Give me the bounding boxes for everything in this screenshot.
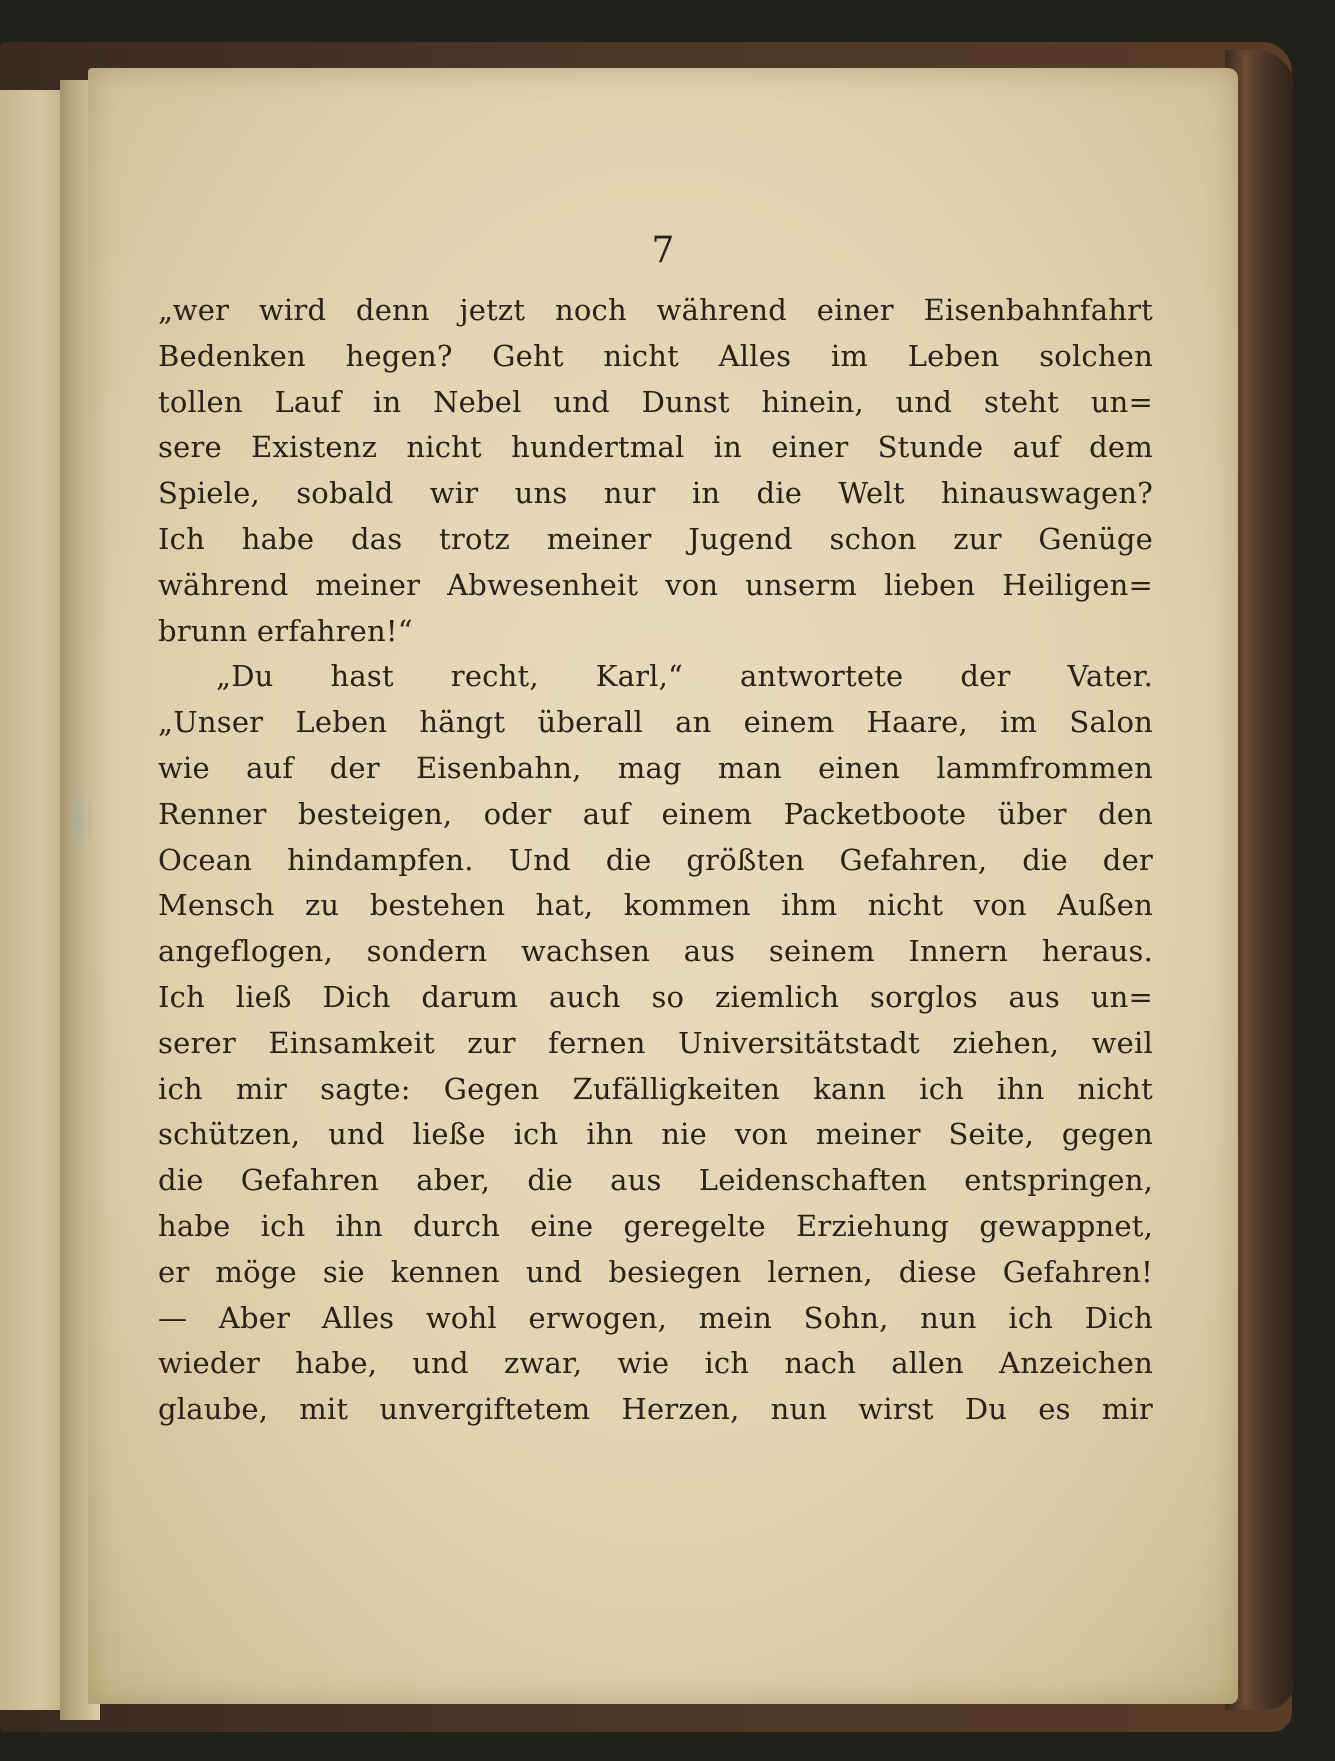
page-sheet [88,68,1238,1704]
text-line: Ich habe das trotz meiner Jugend schon zur Genüge [158,521,1153,556]
text-line: Bedenken hegen? Geht nicht Alles im Leben solchen [158,338,1153,373]
text-line: tollen Lauf in Nebel und Dunst hinein, und steht un= [158,384,1153,419]
text-line: die Gefahren aber, die aus Leidenschaften entspringen, [158,1163,1153,1198]
text-line: „Du hast recht, Karl,“ antwortete der Vater. [216,659,1153,694]
text-line: sere Existenz nicht hundertmal in einer Stunde auf dem [158,430,1153,465]
text-line: Ocean hindampfen. Und die größten Gefahren, die der [158,842,1153,877]
text-line: ich mir sagte: Gegen Zufälligkeiten kann ich ihn nicht [158,1071,1153,1106]
text-line: Spiele, sobald wir uns nur in die Welt hinauswagen? [158,476,1153,511]
text-line: — Aber Alles wohl erwogen, mein Sohn, nun ich Dich [158,1300,1153,1335]
text-line: „Unser Leben hängt überall an einem Haare, im Salon [158,705,1153,740]
text-line: er möge sie kennen und besiegen lernen, diese Gefahren! [158,1254,1153,1289]
text-line: serer Einsamkeit zur fernen Universitätstadt ziehen, weil [158,1025,1153,1060]
text-line: Renner besteigen, oder auf einem Packetboote über den [158,796,1153,831]
paper-stain [66,776,92,866]
text-line: brunn erfahren!“ [158,613,413,648]
page-number: 7 [651,230,675,271]
text-line: Ich ließ Dich darum auch so ziemlich sorglos aus un= [158,979,1153,1014]
text-line: glaube, mit unvergiftetem Herzen, nun wirst Du es mir [158,1392,1153,1427]
text-line: schützen, und ließe ich ihn nie von meiner Seite, gegen [158,1117,1153,1152]
text-line: angeflogen, sondern wachsen aus seinem Innern heraus. [158,934,1153,969]
text-line: Mensch zu bestehen hat, kommen ihm nicht von Außen [158,888,1153,923]
text-line: „wer wird denn jetzt noch während einer Eisenbahnfahrt [158,293,1153,327]
body-text [158,288,1153,1433]
text-line: wie auf der Eisenbahn, mag man einen lammfrommen [158,750,1153,785]
text-line: während meiner Abwesenheit von unserm lieben Heiligen= [158,567,1153,602]
text-line: habe ich ihn durch eine geregelte Erziehung gewappnet, [158,1208,1153,1243]
text-line: wieder habe, und zwar, wie ich nach allen Anzeichen [158,1346,1153,1381]
